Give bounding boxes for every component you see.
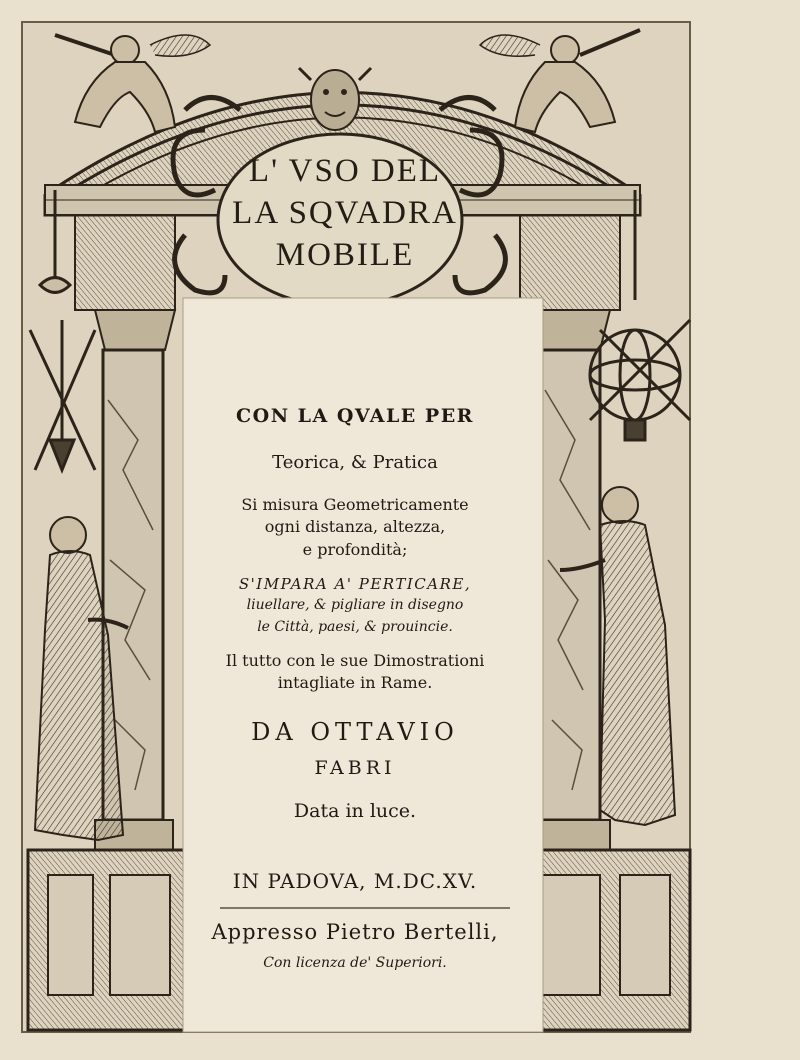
cartouche-title: [200, 150, 490, 276]
subtitle-line-4: ogni distanza, altezza,: [264, 517, 446, 536]
title-line-3: MOBILE: [275, 237, 415, 273]
author-line-1: DA OTTAVIO: [251, 718, 459, 746]
entablature-right: [520, 215, 620, 310]
subtitle-line-2: Teorica, & Pratica: [272, 452, 438, 473]
imprint-license: Con licenza de' Superiori.: [263, 955, 447, 971]
subtitle-line-1: CON LA QVALE PER: [236, 405, 474, 427]
pedestal-left: [28, 850, 188, 1030]
subtitle-line-9: Il tutto con le sue Dimostrationi: [225, 651, 485, 670]
subtitle-line-8: le Città, paesi, & prouincie.: [257, 619, 453, 635]
entablature-left: [75, 215, 175, 310]
subtitle-line-7: liuellare, & pigliare in disegno: [246, 597, 464, 613]
imprint-printer: Appresso Pietro Bertelli,: [211, 920, 499, 944]
author-line-2: FABRI: [314, 757, 396, 779]
subtitle-line-3: Si misura Geometricamente: [241, 495, 469, 514]
title-line-2: LA SQVADRA: [232, 195, 458, 231]
subtitle-line-5: e profondità;: [302, 540, 408, 559]
column-base-right: [532, 820, 610, 850]
subtitle-line-10: intagliate in Rame.: [277, 673, 433, 692]
title-line-1: L' VSO DEL: [248, 153, 442, 189]
publication-note: Data in luce.: [293, 800, 417, 822]
subtitle-line-6: S'IMPARA A' PERTICARE,: [238, 575, 472, 593]
imprint-place-date: IN PADOVA, M.DC.XV.: [232, 869, 478, 893]
capital-left: [95, 310, 175, 350]
